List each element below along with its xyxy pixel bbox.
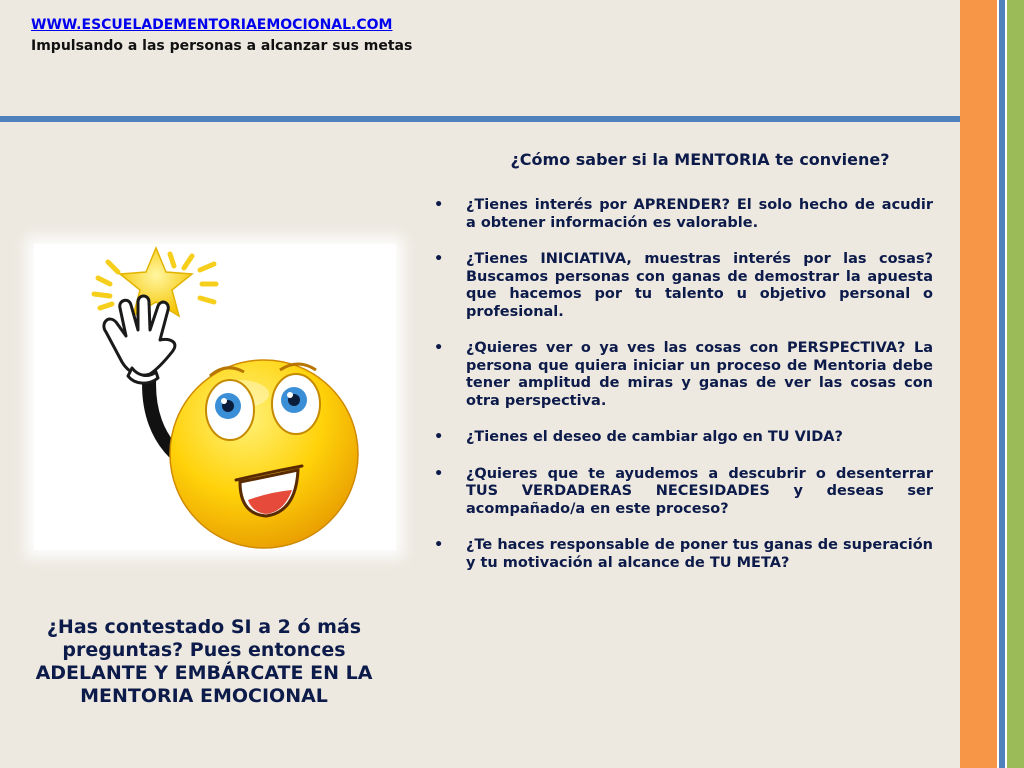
call-to-action-line: ADELANTE Y EMBÁRCATE EN LA: [35, 662, 373, 684]
question-item: • ¿Te haces responsable de poner tus ganas de superación y tu motivación al alcance de TU META?: [466, 537, 933, 572]
question-item: • ¿Tienes el deseo de cambiar algo en TU VIDA?: [466, 429, 933, 447]
call-to-action-line: ¿Has contestado SI a 2 ó más: [46, 616, 362, 638]
question-item: • ¿Tienes interés por APRENDER? El solo hecho de acudir a obtener información es valorable.: [466, 197, 933, 232]
question-item: • ¿Quieres ver o ya ves las cosas con PERSPECTIVA? La persona que quiera iniciar un proceso de Mentoria debe tener amplitud de miras y ganas de ver las cosas con otra perspectiva.: [466, 340, 933, 410]
decorative-side-stripes: [960, 0, 1024, 768]
main-title: ¿Cómo saber si la MENTORIA te conviene?: [510, 150, 890, 169]
call-to-action-line: MENTORIA EMOCIONAL: [80, 685, 328, 707]
website-link[interactable]: WWW.ESCUELADEMENTORIAEMOCIONAL.COM: [31, 17, 393, 33]
question-list: [466, 197, 933, 591]
header-divider: [0, 116, 960, 122]
call-to-action: [30, 616, 378, 708]
orange-stripe: [960, 0, 997, 768]
smiley-illustration: [34, 244, 396, 550]
tagline: Impulsando a las personas a alcanzar sus metas: [31, 38, 413, 54]
green-stripe: [1007, 0, 1024, 768]
question-item: • ¿Quieres que te ayudemos a descubrir o desenterrar TUS VERDADERAS NECESIDADES y deseas ser acompañado/a en este proceso?: [466, 466, 933, 519]
call-to-action-line: preguntas? Pues entonces: [62, 639, 346, 661]
question-item: • ¿Tienes INICIATIVA, muestras interés por las cosas? Buscamos personas con ganas de demostrar la apuesta que hacemos por tu talento u objetivo personal o profesional.: [466, 251, 933, 321]
smiley-raising-hand-icon: [34, 244, 396, 550]
